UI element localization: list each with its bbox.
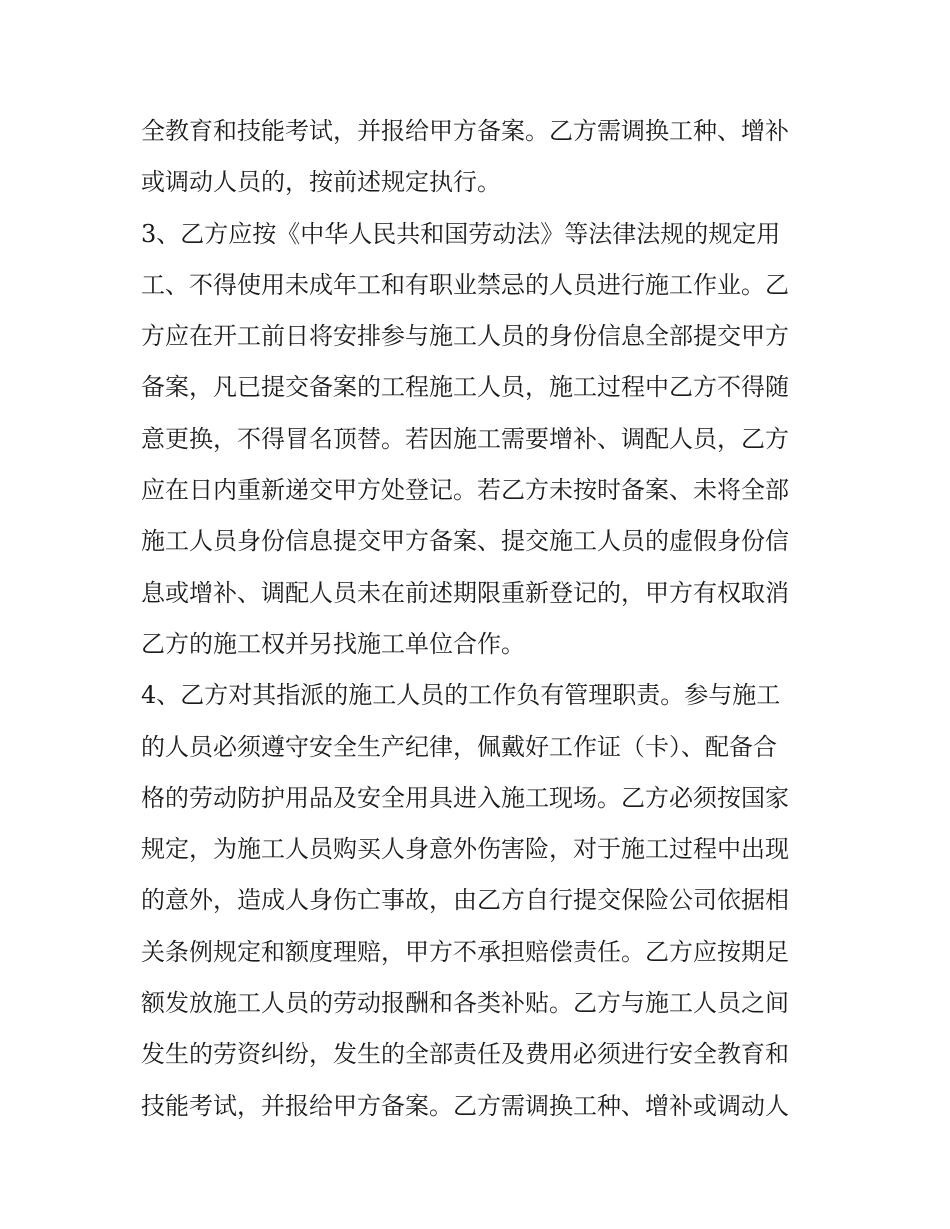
text-line: 额发放施工人员的劳动报酬和各类补贴。乙方与施工人员之间 xyxy=(141,989,789,1018)
text-line: 格的劳动防护用品及安全用具进入施工现场。乙方必须按国家 xyxy=(141,783,789,812)
text-line: 发生的劳资纠纷，发生的全部责任及费用必须进行安全教育和 xyxy=(141,1040,789,1069)
text-line: 方应在开工前日将安排参与施工人员的身份信息全部提交甲方 xyxy=(141,322,789,351)
text-line: 全教育和技能考试，并报给甲方备案。乙方需调换工种、增补 xyxy=(141,117,789,145)
text-line: 的人员必须遵守安全生产纪律，佩戴好工作证（卡）、配备合 xyxy=(141,732,777,761)
clause-4-start: 4、乙方对其指派的施工人员的工作负有管理职责。参与施工 xyxy=(141,681,781,710)
text-line: 技能考试，并报给甲方备案。乙方需调换工种、增补或调动人 xyxy=(141,1091,789,1120)
text-line: 规定，为施工人员购买人身意外伤害险，对于施工过程中出现 xyxy=(141,835,789,864)
text-line: 意更换，不得冒名顶替。若因施工需要增补、调配人员，乙方 xyxy=(141,424,789,453)
text-line: 或调动人员的，按前述规定执行。 xyxy=(141,168,501,197)
text-line: 乙方的施工权并另找施工单位合作。 xyxy=(141,629,525,658)
text-line: 施工人员身份信息提交甲方备案、提交施工人员的虚假身份信 xyxy=(141,527,789,556)
text-line: 息或增补、调配人员未在前述期限重新登记的，甲方有权取消 xyxy=(141,578,789,607)
text-line: 关条例规定和额度理赔，甲方不承担赔偿责任。乙方应按期足 xyxy=(141,937,789,966)
text-line: 备案，凡已提交备案的工程施工人员，施工过程中乙方不得随 xyxy=(141,373,789,402)
text-line: 工、不得使用未成年工和有职业禁忌的人员进行施工作业。乙 xyxy=(141,270,789,299)
clause-3-start: 3、乙方应按《中华人民共和国劳动法》等法律法规的规定用 xyxy=(141,219,781,248)
document-body xyxy=(141,106,821,1132)
text-line: 的意外，造成人身伤亡事故，由乙方自行提交保险公司依据相 xyxy=(141,886,789,915)
text-line: 应在日内重新递交甲方处登记。若乙方未按时备案、未将全部 xyxy=(141,476,789,505)
